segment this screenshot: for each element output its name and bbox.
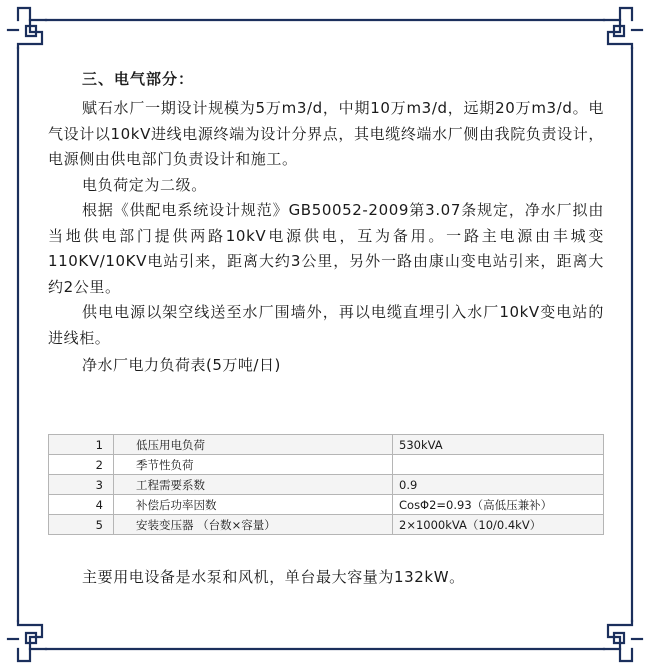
table-row	[49, 515, 604, 535]
row-index: 5	[49, 515, 114, 535]
row-value: CosΦ2=0.93（高低压兼补）	[393, 495, 604, 515]
table-title: 净水厂电力负荷表(5万吨/日)	[82, 356, 281, 374]
table-row	[49, 435, 604, 455]
row-index: 2	[49, 455, 114, 475]
row-index: 3	[49, 475, 114, 495]
row-value	[393, 455, 604, 475]
footer-paragraph: 主要用电设备是水泵和风机，单台最大容量为132kW。	[82, 568, 465, 586]
paragraph-cable-route: 供电电源以架空线送至水厂围墙外，再以电缆直埋引入水厂10kV变电站的进线柜。	[48, 303, 604, 347]
paragraph-load-level: 电负荷定为二级。	[82, 175, 207, 194]
section-heading: 三、电气部分：	[82, 70, 195, 88]
table-row	[49, 495, 604, 515]
power-load-table	[48, 434, 604, 535]
row-item: 补偿后功率因数	[114, 495, 393, 515]
document-body	[48, 66, 604, 378]
row-item: 工程需要系数	[114, 475, 393, 495]
table-row	[49, 475, 604, 495]
row-item: 安装变压器 （台数×容量）	[114, 515, 393, 535]
row-value: 530kVA	[393, 435, 604, 455]
row-value: 0.9	[393, 475, 604, 495]
paragraph-power-supply: 根据《供配电系统设计规范》GB50052-2009第3.07条规定，净水厂拟由当地供电部门提供两路10kV电源供电，互为备用。一路主电源由丰城变110KV/10KV电站引来，距离大约3公里，另外一路由康山变电站引来，距离大约2公里。	[48, 201, 604, 296]
row-item: 季节性负荷	[114, 455, 393, 475]
paragraph-design-scale: 赋石水厂一期设计规模为5万m3/d，中期10万m3/d，远期20万m3/d。电气设计以10kV进线电源终端为设计分界点，其电缆终端水厂侧由我院负责设计，电源侧由供电部门负责设计和施工。	[48, 99, 604, 168]
row-item: 低压用电负荷	[114, 435, 393, 455]
table-row	[49, 455, 604, 475]
row-value: 2×1000kVA（10/0.4kV）	[393, 515, 604, 535]
row-index: 1	[49, 435, 114, 455]
row-index: 4	[49, 495, 114, 515]
